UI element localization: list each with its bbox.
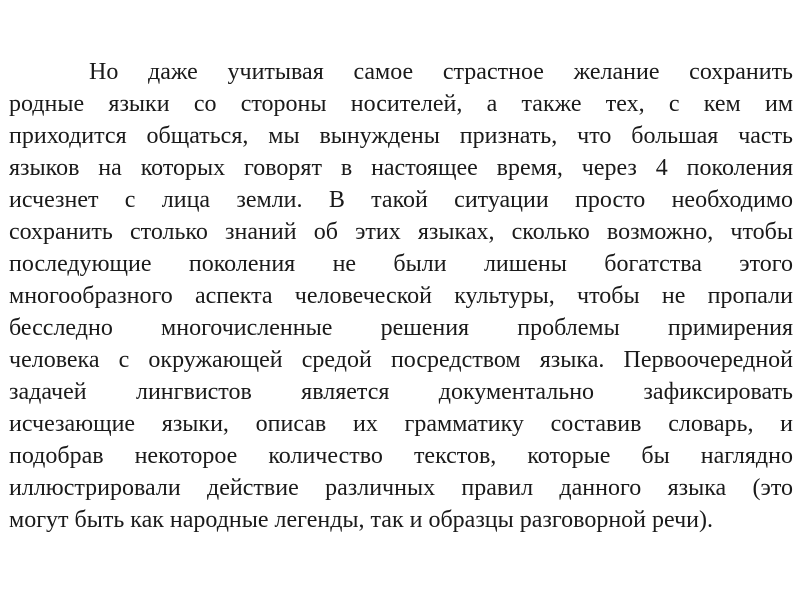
paragraph-line: Но даже учитывая самое страстное желание сохранить [89, 59, 793, 85]
paragraph-line: исчезнет с лица земли. В такой ситуации просто необходимо [9, 187, 793, 213]
paragraph-line: последующие поколения не были лишены богатства этого [9, 251, 793, 277]
paragraph-line: исчезающие языки, описав их грамматику составив словарь, и [9, 411, 793, 437]
paragraph-line: сохранить столько знаний об этих языках, сколько возможно, чтобы [9, 219, 793, 245]
paragraph-line: многообразного аспекта человеческой культуры, чтобы не пропали [9, 283, 793, 309]
paragraph-line: иллюстрировали действие различных правил данного языка (это [9, 475, 793, 501]
paragraph-line: подобрав некоторое количество текстов, которые бы наглядно [9, 443, 793, 469]
paragraph-line: задачей лингвистов является документально зафиксировать [9, 379, 793, 405]
paragraph-line: родные языки со стороны носителей, а также тех, с кем им [9, 91, 793, 117]
paragraph-line: приходится общаться, мы вынуждены признать, что большая часть [9, 123, 793, 149]
paragraph-line: языков на которых говорят в настоящее время, через 4 поколения [9, 155, 793, 181]
paragraph [9, 56, 793, 536]
paragraph-line: человека с окружающей средой посредством языка. Первоочередной [9, 347, 793, 373]
paragraph-line: могут быть как народные легенды, так и образцы разговорной речи). [9, 507, 713, 533]
paragraph-line: бесследно многочисленные решения проблемы примирения [9, 315, 793, 341]
